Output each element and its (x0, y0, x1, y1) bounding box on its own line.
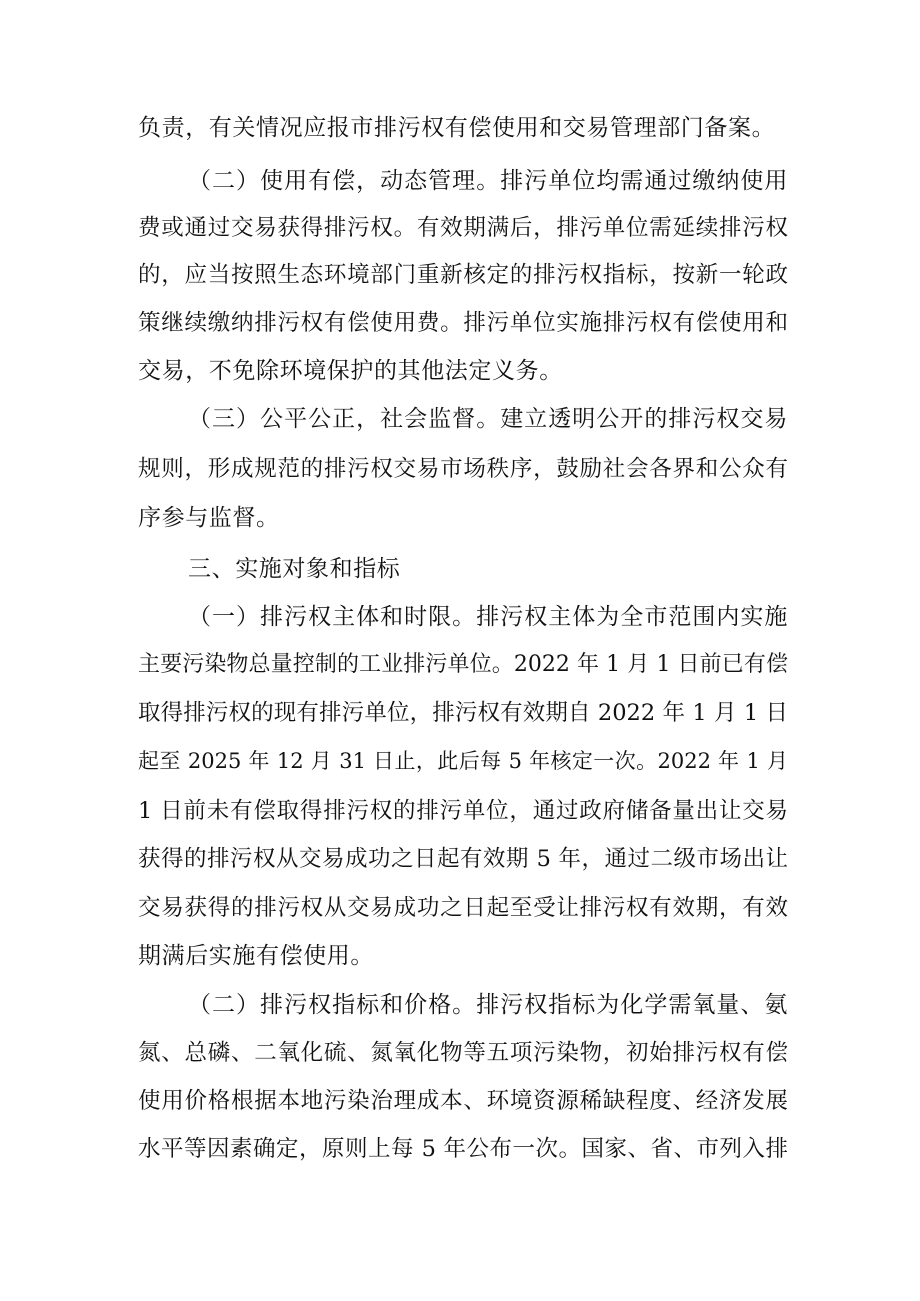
text-line: 取得排污权的现有排污单位，排污权有效期自 2022 年 1 月 1 日 (138, 700, 788, 726)
text-line: 使用价格根据本地污染治理成本、环境资源稀缺程度、经济发展 (138, 1088, 788, 1114)
text-line: 交易获得的排污权从交易成功之日起至受让排污权有效期，有效 (138, 895, 788, 921)
paragraph-heading: （一）排污权主体和时限。排污权主体为全市范围内实施 (188, 604, 788, 630)
text-line: 期满后实施有偿使用。 (138, 943, 374, 969)
section-heading: 三、实施对象和指标 (188, 556, 401, 582)
text-line: 主要污染物总量控制的工业排污单位。2022 年 1 月 1 日前已有偿 (138, 652, 788, 677)
paragraph-heading: （三）公平公正，社会监督。建立透明公开的排污权交易 (188, 406, 788, 432)
text-line: 策继续缴纳排污权有偿使用费。排污单位实施排污权有偿使用和 (138, 310, 788, 336)
text-line: 交易，不免除环境保护的其他法定义务。 (138, 358, 563, 384)
text-line: 的，应当按照生态环境部门重新核定的排污权指标，按新一轮政 (138, 262, 788, 288)
text-line: 水平等因素确定，原则上每 5 年公布一次。国家、省、市列入排 (138, 1136, 788, 1162)
paragraph-heading: （二）排污权指标和价格。排污权指标为化学需氧量、氨 (188, 992, 788, 1018)
text-line: 1 日前未有偿取得排污权的排污单位，通过政府储备量出让交易 (138, 798, 788, 824)
text-line: 费或通过交易获得排污权。有效期满后，排污单位需延续排污权 (138, 215, 788, 241)
text-line: 序参与监督。 (138, 505, 280, 531)
text-line: 起至 2025 年 12 月 31 日止，此后每 5 年核定一次。2022 年 1 月 (138, 749, 788, 773)
text-line: 规则，形成规范的排污权交易市场秩序，鼓励社会各界和公众有 (138, 456, 788, 482)
text-line: 氮、总磷、二氧化硫、氮氧化物等五项污染物，初始排污权有偿 (138, 1040, 788, 1066)
paragraph-heading: （二）使用有偿，动态管理。排污单位均需通过缴纳使用 (188, 168, 788, 194)
text-line: 负责，有关情况应报市排污权有偿使用和交易管理部门备案。 (138, 115, 776, 141)
text-line: 获得的排污权从交易成功之日起有效期 5 年，通过二级市场出让 (138, 846, 788, 872)
